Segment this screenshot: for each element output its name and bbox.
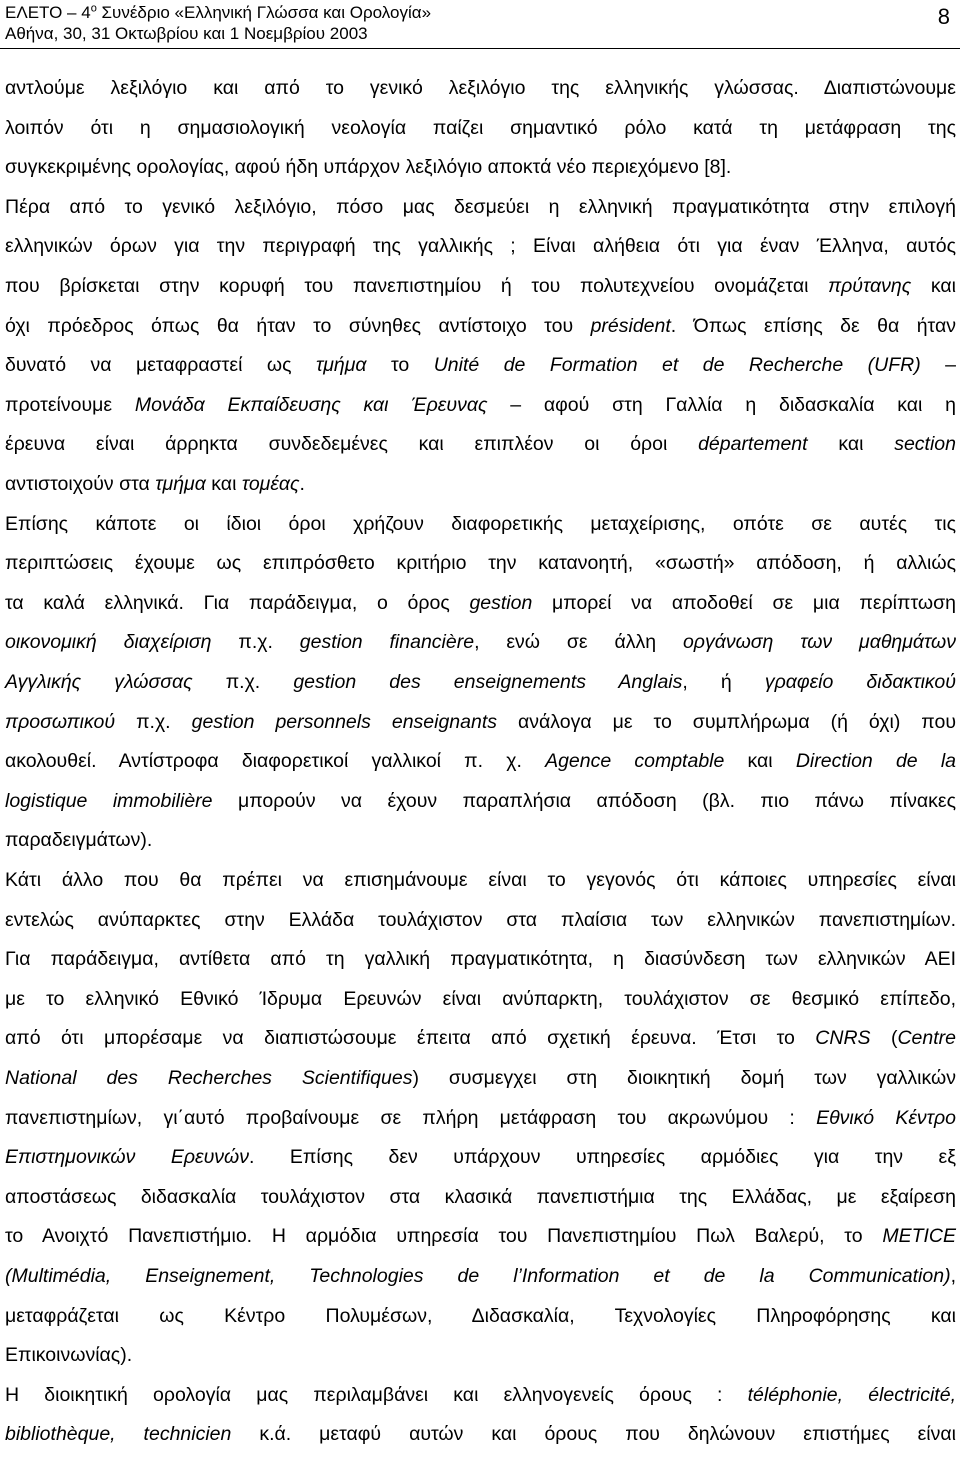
text-line xyxy=(5,590,956,616)
text-run: . Επίσης δεν υπάρχουν υπηρεσίες αρμόδιες για την εξ xyxy=(249,1146,956,1169)
text-line xyxy=(5,1421,956,1447)
italic-term: οργάνωση των μαθημάτων xyxy=(682,631,956,654)
italic-term: οικονομική διαχείριση xyxy=(5,631,212,654)
text-run: αντλούμε λεξιλόγιο και από το γενικό λεξιλόγιο της ελληνικής γλώσσας. Διαπιστώνουμε xyxy=(5,77,956,99)
italic-term: Επιστημονικών Ερευνών xyxy=(5,1146,249,1169)
text-run: αντιστοιχούν στα xyxy=(5,473,156,495)
header-title-part: ΕΛΕΤΟ – 4 xyxy=(5,3,91,22)
text-run: τα καλά ελληνικά. Για παράδειγμα, ο όρος xyxy=(5,591,470,614)
text-run: , xyxy=(950,1265,956,1287)
italic-term: Εθνικό Κέντρο xyxy=(816,1106,956,1129)
text-run: παραδειγμάτων). xyxy=(5,829,153,852)
text-line xyxy=(5,1382,956,1408)
text-line xyxy=(5,1105,956,1131)
italic-term: προσωπικού xyxy=(5,710,116,733)
text-run: ( xyxy=(870,1027,898,1050)
text-run: Η διοικητική ορολογία μας περιλαμβάνει και ελληνογενείς όρους : xyxy=(5,1383,748,1406)
header-conference-title xyxy=(5,2,431,23)
text-run: Επικοινωνίας). xyxy=(5,1344,133,1367)
text-run: ελληνικών όρων για την περιγραφή της γαλλικής ; Είναι αλήθεια ότι για έναν Έλληνα, αυτός xyxy=(5,235,956,258)
text-run: που βρίσκεται στην κορυφή του πανεπιστημίου ή του πολυτεχνείου ονομάζεται xyxy=(5,275,829,297)
text-run: πανεπιστημίων, γι΄αυτό προβαίνουμε σε πλήρη μετάφραση του ακρωνύμου : xyxy=(5,1106,817,1129)
text-run: Κάτι άλλο που θα πρέπει να επισημάνουμε είναι το γεγονός ότι κάποιες υπηρεσίες είναι xyxy=(5,869,956,891)
text-run: όχι πρόεδρος όπως θα ήταν το σύνηθες αντίστοιχο του xyxy=(5,314,591,337)
text-line xyxy=(5,788,956,814)
text-run: το Ανοιχτό Πανεπιστήμιο. Η αρμόδια υπηρεσία του Πανεπιστημίου Πωλ Βαλερύ, το xyxy=(5,1225,883,1248)
text-line xyxy=(5,154,956,180)
text-line xyxy=(5,511,956,537)
text-run: ) συσμεγχει στη διοικητική δομή των γαλλικών xyxy=(412,1067,957,1089)
text-line xyxy=(5,115,956,141)
text-run: π.χ. xyxy=(192,671,294,693)
text-line xyxy=(5,1303,956,1329)
text-line xyxy=(5,748,956,774)
text-run: π.χ. xyxy=(211,631,300,654)
text-run: περιπτώσεις έχουμε ως επιπρόσθετο κριτήριο την κατανοητή, «σωστή» απόδοση, ή αλλιώς xyxy=(5,552,956,575)
italic-term: Agence comptable xyxy=(545,750,725,773)
text-line xyxy=(5,1223,956,1249)
header-rule xyxy=(0,48,960,49)
text-line xyxy=(5,1342,956,1368)
text-run: ακολουθεί. Αντίστροφα διαφορετικοί γαλλικοί π. χ. xyxy=(5,750,546,773)
text-line xyxy=(5,550,956,576)
italic-term: τμήμα xyxy=(155,473,206,495)
text-run: δυνατό να μεταφραστεί ως xyxy=(5,354,316,377)
text-line xyxy=(5,273,956,299)
text-line xyxy=(5,986,956,1012)
header-title-superscript: ο xyxy=(90,2,97,15)
text-run: π.χ. xyxy=(115,710,192,733)
text-run: μπορούν να έχουν παραπλήσια απόδοση (βλ. πιο πάνω πίνακες xyxy=(212,789,957,812)
text-run: προτείνουμε xyxy=(5,393,135,416)
header-title-rest: Συνέδριο «Ελληνική Γλώσσα και Ορολογία» xyxy=(96,3,432,22)
text-line xyxy=(5,392,956,418)
text-line xyxy=(5,907,956,933)
italic-term: bibliothèque, technicien xyxy=(5,1423,232,1446)
text-line xyxy=(5,431,956,457)
italic-term: Μονάδα Εκπαίδευσης και Έρευνας xyxy=(134,393,488,416)
italic-term: logistique immobilière xyxy=(5,789,213,812)
text-run: και xyxy=(205,473,242,495)
italic-term: département xyxy=(698,433,808,456)
text-line xyxy=(5,827,956,853)
italic-term: Αγγλικής γλώσσας xyxy=(5,671,193,693)
text-run: – xyxy=(920,354,957,377)
text-run: . Όπως επίσης δε θα ήταν xyxy=(670,314,956,337)
text-run: . xyxy=(299,473,305,495)
text-run: μεταφράζεται ως Κέντρο Πολυμέσων, Διδασκαλία, Τεχνολογίες Πληροφόρησης και xyxy=(5,1304,956,1327)
italic-term: τομέας xyxy=(241,473,300,495)
text-run: συγκεκριμένης ορολογίας, αφού ήδη υπάρχον λεξιλόγιο αποκτά νέο περιεχόμενο [8]. xyxy=(5,156,732,179)
italic-term: gestion xyxy=(469,591,533,614)
text-run: εντελώς ανύπαρκτες στην Ελλάδα τουλάχιστον στα πλαίσια των ελληνικών πανεπιστημίων. xyxy=(5,908,956,931)
page-number: 8 xyxy=(937,4,950,29)
text-line xyxy=(5,471,956,497)
text-run: και xyxy=(807,433,895,456)
text-line xyxy=(5,1263,956,1289)
text-line xyxy=(5,867,956,893)
text-run: ανάλογα με το συμπλήρωμα (ή όχι) που xyxy=(497,710,956,733)
italic-term: téléphonie, électricité, xyxy=(747,1383,956,1406)
text-run: το xyxy=(366,354,434,377)
running-header xyxy=(5,2,431,44)
text-line xyxy=(5,1065,956,1091)
italic-term: gestion financière xyxy=(299,631,475,654)
text-line xyxy=(5,75,956,101)
text-run: με το ελληνικό Εθνικό Ίδρυμα Ερευνών είναι ανύπαρκτη, τουλάχιστον σε θεσμικό επίπεδο, xyxy=(5,987,956,1010)
italic-term: Direction de la xyxy=(795,750,956,773)
italic-term: gestion personnels enseignants xyxy=(191,710,498,733)
italic-term: gestion des enseignements Anglais xyxy=(293,671,683,693)
text-line xyxy=(5,1144,956,1170)
text-line xyxy=(5,1025,956,1051)
text-line xyxy=(5,313,956,339)
text-run: κ.ά. μεταφύ αυτών και όρους που δηλώνουν επιστήμες είναι xyxy=(231,1423,956,1446)
text-run: Επίσης κάποτε οι ίδιοι όροι χρήζουν διαφορετικής μεταχείρισης, οπότε σε αυτές τις xyxy=(5,512,956,535)
italic-term: γραφείο διδακτικού xyxy=(764,671,956,693)
text-line xyxy=(5,1184,956,1210)
text-run: αποστάσεως διδασκαλία τουλάχιστον στα κλασικά πανεπιστήμια της Ελλάδας, με εξαίρεση xyxy=(5,1185,956,1208)
text-line xyxy=(5,233,956,259)
text-line xyxy=(5,946,956,972)
text-run: και xyxy=(724,750,796,773)
italic-term: τμήμα xyxy=(315,354,367,377)
italic-term: National des Recherches Scientifiques xyxy=(5,1067,413,1089)
italic-term: Centre xyxy=(897,1027,956,1050)
text-line xyxy=(5,669,956,695)
italic-term: CNRS xyxy=(815,1027,871,1050)
text-line xyxy=(5,352,956,378)
text-run: , ενώ σε άλλη xyxy=(474,631,683,654)
text-line xyxy=(5,194,956,220)
text-line xyxy=(5,709,956,735)
text-run: και xyxy=(911,275,956,297)
text-run: λοιπόν ότι η σημασιολογική νεολογία παίζει σημαντικό ρόλο κατά τη μετάφραση της xyxy=(5,116,956,139)
text-run: Για παράδειγμα, αντίθετα από τη γαλλική πραγματικότητα, η διασύνδεση των ελληνικών ΑΕΙ xyxy=(5,948,956,971)
text-run: μπορεί να αποδοθεί σε μια περίπτωση xyxy=(532,591,956,614)
italic-term: πρύτανης xyxy=(828,275,912,297)
text-run: , ή xyxy=(682,671,765,693)
italic-term: Unité de Formation et de Recherche (UFR) xyxy=(433,354,921,377)
text-run: Πέρα από το γενικό λεξιλόγιο, πόσο μας δεσμεύει η ελληνική πραγματικότητα στην επιλογή xyxy=(5,195,956,218)
text-run: – αφού στη Γαλλία η διδασκαλία και η xyxy=(487,393,956,416)
text-line xyxy=(5,629,956,655)
italic-term: section xyxy=(894,433,956,456)
header-conference-date: Αθήνα, 30, 31 Οκτωβρίου και 1 Νοεμβρίου 2003 xyxy=(5,24,368,43)
text-run: από ότι μπορέσαμε να διαπιστώσουμε έπειτα από σχετική έρευνα. Έτσι το xyxy=(5,1027,816,1050)
italic-term: président xyxy=(590,314,671,337)
text-run: έρευνα είναι άρρηκτα συνδεδεμένες και επιπλέον οι όροι xyxy=(5,433,699,456)
italic-term: (Multimédia, Enseignement, Technologies de l’Information et de la Communication) xyxy=(5,1265,951,1287)
italic-term: METICE xyxy=(882,1225,956,1248)
